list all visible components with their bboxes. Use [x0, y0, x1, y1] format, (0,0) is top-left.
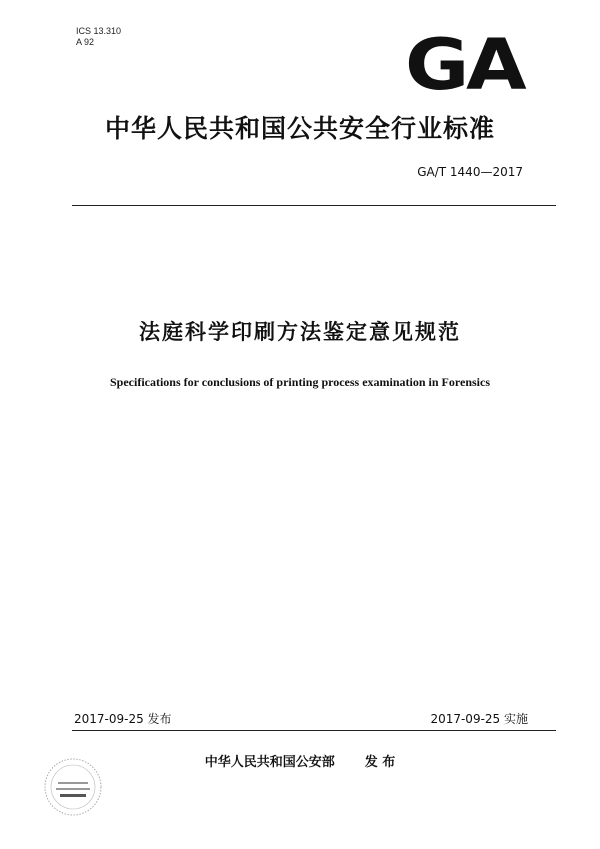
- header-divider: [72, 205, 556, 206]
- footer-divider: [72, 730, 556, 731]
- issuer-name: 中华人民共和国公安部: [204, 755, 335, 770]
- issuer-action: 发 布: [364, 755, 396, 770]
- document-title-chinese: 法庭科学印刷方法鉴定意见规范: [139, 320, 461, 344]
- document-title-english: Specifications for conclusions of printing process examination in Forensics: [109, 375, 490, 389]
- ics-classification: ICS 13.310: [76, 26, 122, 36]
- standard-organization-title: 中华人民共和国公共安全行业标准: [104, 114, 495, 143]
- standard-code: GA/T 1440—2017: [417, 165, 523, 179]
- publish-date: 2017-09-25 发布: [74, 712, 172, 726]
- ccs-classification: A 92: [76, 37, 95, 47]
- seal-stamp-icon: [38, 752, 108, 822]
- implement-date: 2017-09-25 实施: [430, 712, 528, 726]
- ga-logo: GA: [405, 24, 524, 106]
